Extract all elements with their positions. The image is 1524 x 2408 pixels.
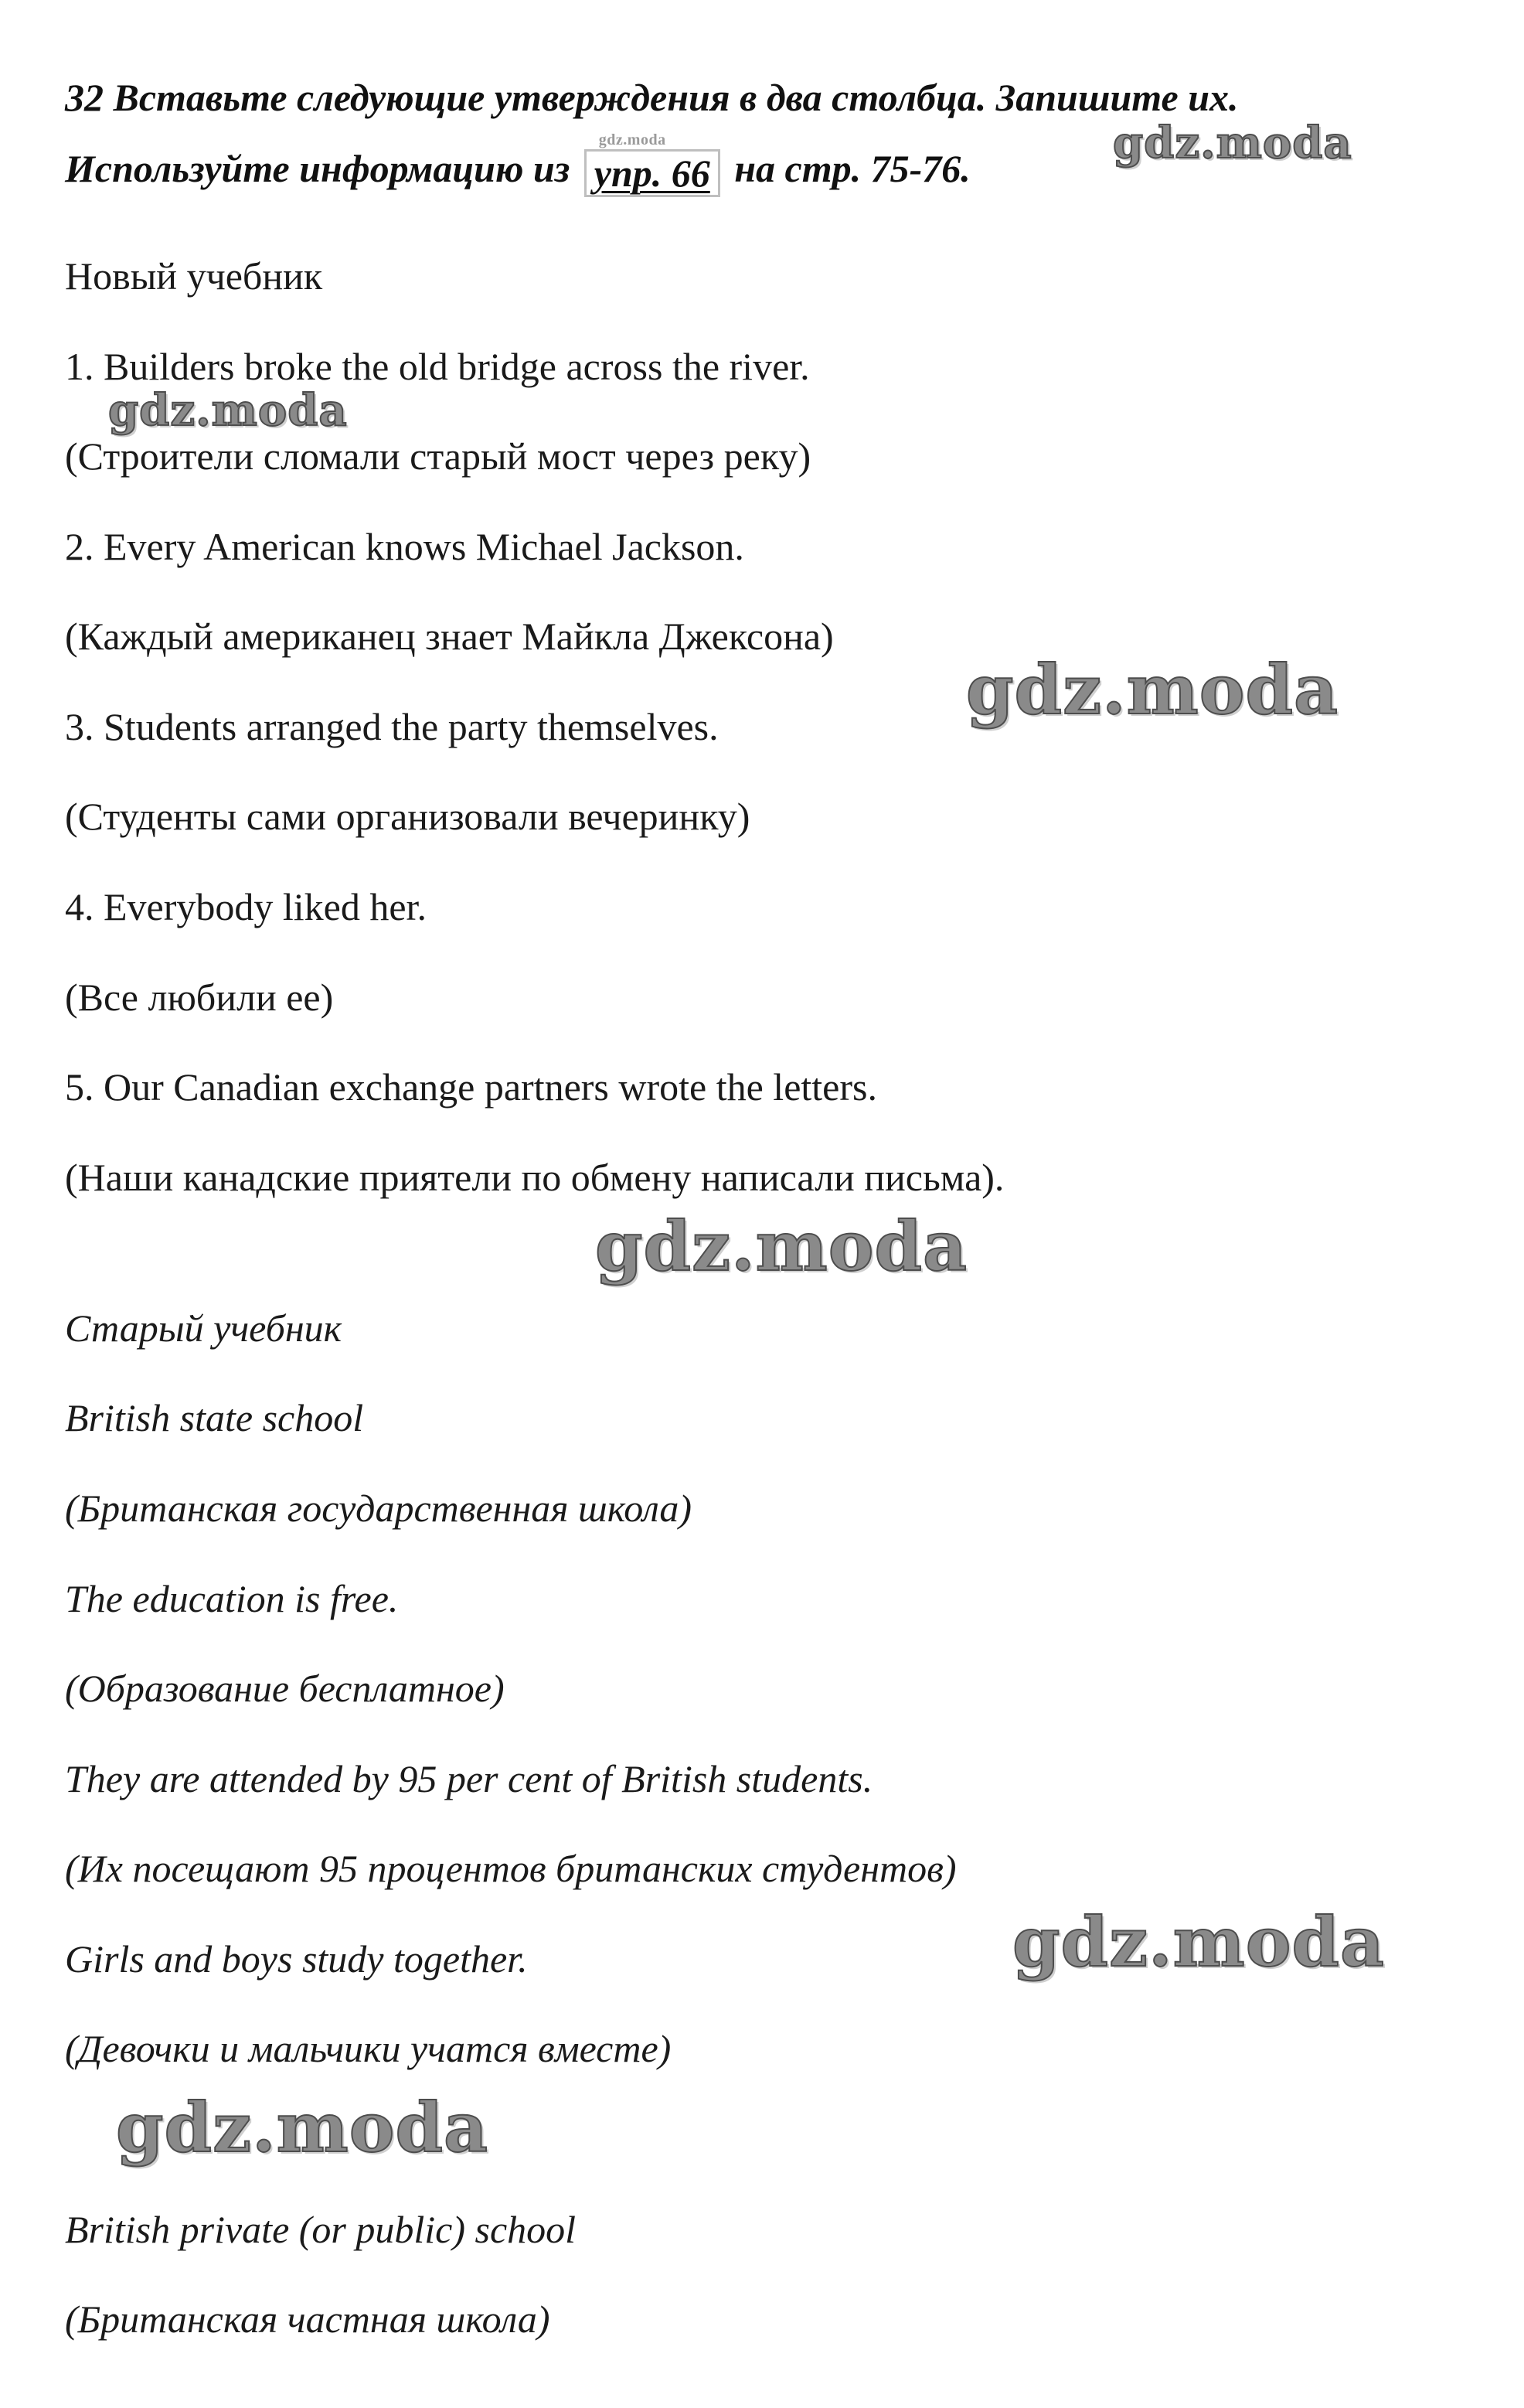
- watermark-logo: gdz.moda: [108, 385, 348, 436]
- old-line-10: (Британская частная школа): [65, 2297, 550, 2341]
- old-line-9: British private (or public) school: [65, 2208, 577, 2251]
- new-item-4-en: 4. Everybody liked her.: [65, 885, 427, 928]
- new-item-1-ru: (Строители сломали старый мост через реку): [65, 434, 811, 478]
- new-item-1-en: 1. Builders broke the old bridge across the river.: [65, 345, 810, 388]
- old-line-3: The education is free.: [65, 1577, 399, 1620]
- heading-suffix: на стр. 75-76.: [734, 147, 971, 190]
- old-line-6: (Их посещают 95 процентов британских студентов): [65, 1847, 957, 1890]
- new-item-5-ru: (Наши канадские приятели по обмену написали письма).: [65, 1156, 1005, 1199]
- watermark-logo: gdz.moda: [966, 649, 1339, 730]
- exercise-heading-line2: [65, 131, 971, 197]
- new-item-2-ru: (Каждый американец знает Майкла Джексона): [65, 615, 834, 658]
- new-item-5-en: 5. Our Canadian exchange partners wrote the letters.: [65, 1065, 877, 1109]
- exercise-reference-text: упр. 66: [594, 151, 710, 195]
- heading-prefix: Используйте информацию из: [65, 147, 570, 190]
- old-line-8: (Девочки и мальчики учатся вместе): [65, 2027, 672, 2070]
- reference-watermark: gdz.moda: [598, 131, 666, 148]
- new-book-title: Новый учебник: [65, 254, 323, 298]
- old-line-1: British state school: [65, 1396, 364, 1439]
- new-item-4-ru: (Все любили ее): [65, 976, 334, 1019]
- watermark-logo: gdz.moda: [116, 2087, 489, 2168]
- new-item-3-ru: (Студенты сами организовали вечеринку): [65, 795, 750, 838]
- watermark-logo: gdz.moda: [1113, 118, 1352, 169]
- watermark-logo: gdz.moda: [595, 1206, 968, 1286]
- old-book-title: Старый учебник: [65, 1306, 342, 1350]
- old-line-5: They are attended by 95 per cent of British students.: [65, 1757, 873, 1800]
- exercise-reference-link[interactable]: [584, 131, 720, 197]
- watermark-logo: gdz.moda: [1012, 1902, 1386, 1982]
- new-item-2-en: 2. Every American knows Michael Jackson.: [65, 525, 744, 568]
- old-line-4: (Образование бесплатное): [65, 1667, 505, 1710]
- old-line-7: Girls and boys study together.: [65, 1937, 528, 1981]
- new-item-3-en: 3. Students arranged the party themselves.: [65, 705, 719, 748]
- exercise-heading-line1: 32 Вставьте следующие утверждения в два столбца. Запишите их.: [65, 76, 1239, 119]
- old-line-2: (Британская государственная школа): [65, 1487, 692, 1530]
